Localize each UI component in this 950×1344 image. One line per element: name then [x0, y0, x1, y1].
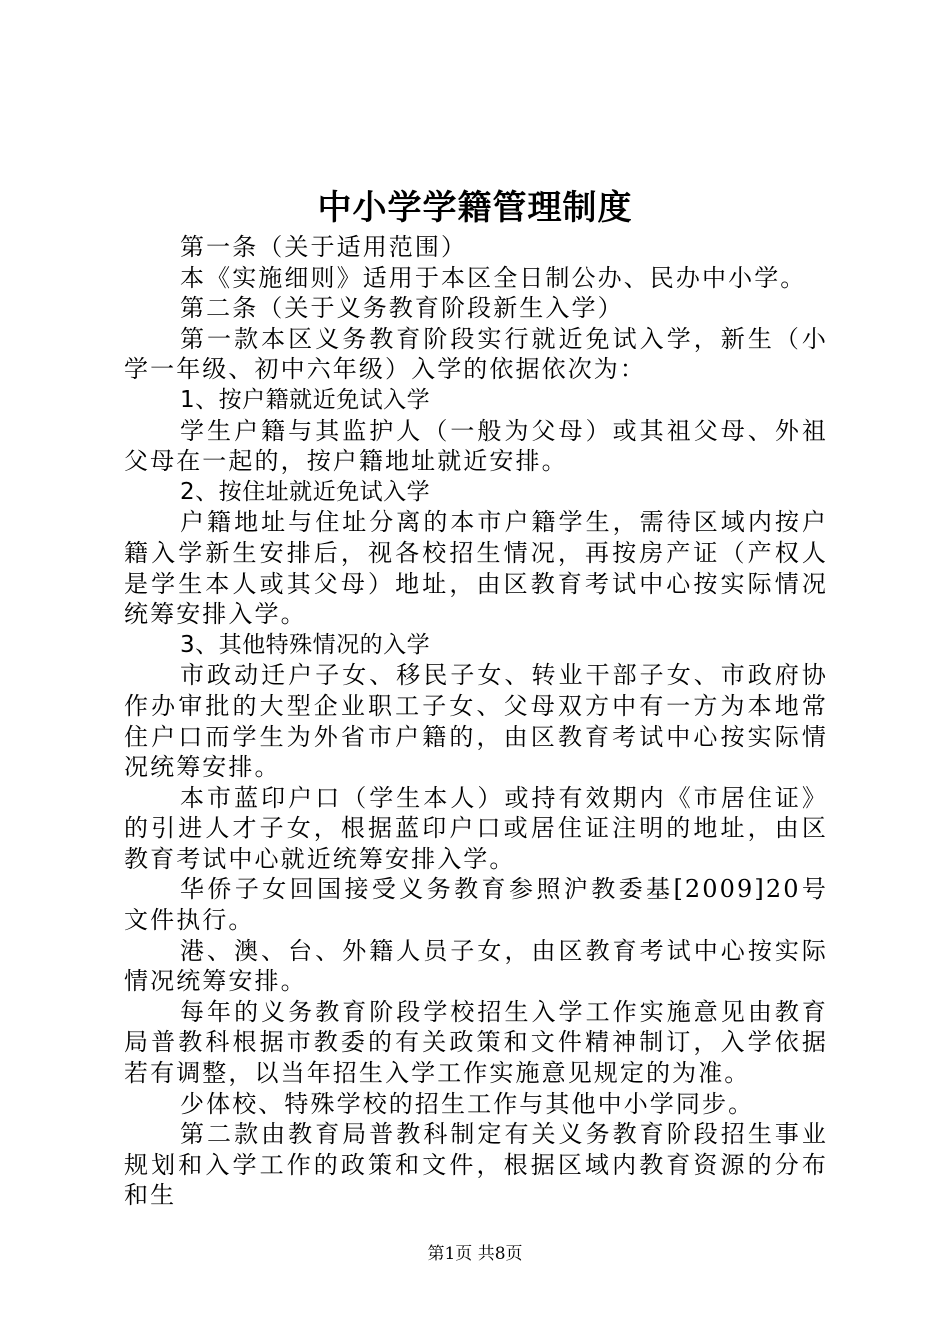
clause-2-text: 第二款由教育局普教科制定有关义务教育阶段招生事业规划和入学工作的政策和文件，根据区域内教育资源的分布和生 — [124, 1120, 828, 1210]
paragraph: 市政动迁户子女、移民子女、转业干部子女、市政府协作办审批的大型企业职工子女、父母双方中有一方为本地常住户口而学生为外省市户籍的，由区教育考试中心按实际情况统筹安排。 — [124, 661, 828, 782]
paragraph: 户籍地址与住址分离的本市户籍学生，需待区域内按户籍入学新生安排后，视各校招生情况，再按房产证（产权人是学生本人或其父母）地址，由区教育考试中心按实际情况统筹安排入学。 — [124, 508, 828, 629]
section-heading-1: 1、按户籍就近免试入学 — [180, 386, 431, 413]
section-heading-2: 2、按住址就近免试入学 — [180, 478, 431, 505]
paragraph: 学生户籍与其监护人（一般为父母）或其祖父母、外祖父母在一起的，按户籍地址就近安排。 — [124, 416, 828, 476]
clause-1-text: 第一款本区义务教育阶段实行就近免试入学，新生（小学一年级、初中六年级）入学的依据依次为： — [124, 324, 828, 384]
paragraph: 港、澳、台、外籍人员子女，由区教育考试中心按实际情况统筹安排。 — [124, 936, 828, 996]
paragraph: 每年的义务教育阶段学校招生入学工作实施意见由教育局普教科根据市教委的有关政策和文件精神制订，入学依据若有调整，以当年招生入学工作实施意见规定的为准。 — [124, 997, 828, 1088]
article-1-text: 本《实施细则》适用于本区全日制公办、民办中小学。 — [180, 263, 807, 292]
document-body — [124, 232, 828, 1211]
article-1-heading: 第一条（关于适用范围） — [180, 233, 468, 261]
paragraph: 少体校、特殊学校的招生工作与其他中小学同步。 — [180, 1089, 755, 1118]
paragraph: 本市蓝印户口（学生本人）或持有效期内《市居住证》的引进人才子女，根据蓝印户口或居住证注明的地址，由区教育考试中心就近统筹安排入学。 — [124, 783, 828, 873]
document-title: 中小学学籍管理制度 — [317, 188, 633, 228]
article-2-heading: 第二条（关于义务教育阶段新生入学） — [180, 294, 624, 323]
paragraph: 华侨子女回国接受义务教育参照沪教委基[2009]20号文件执行。 — [124, 875, 828, 935]
section-heading-3: 3、其他特殊情况的入学 — [180, 631, 431, 658]
page-footer: 第1页 共8页 — [427, 1244, 523, 1264]
